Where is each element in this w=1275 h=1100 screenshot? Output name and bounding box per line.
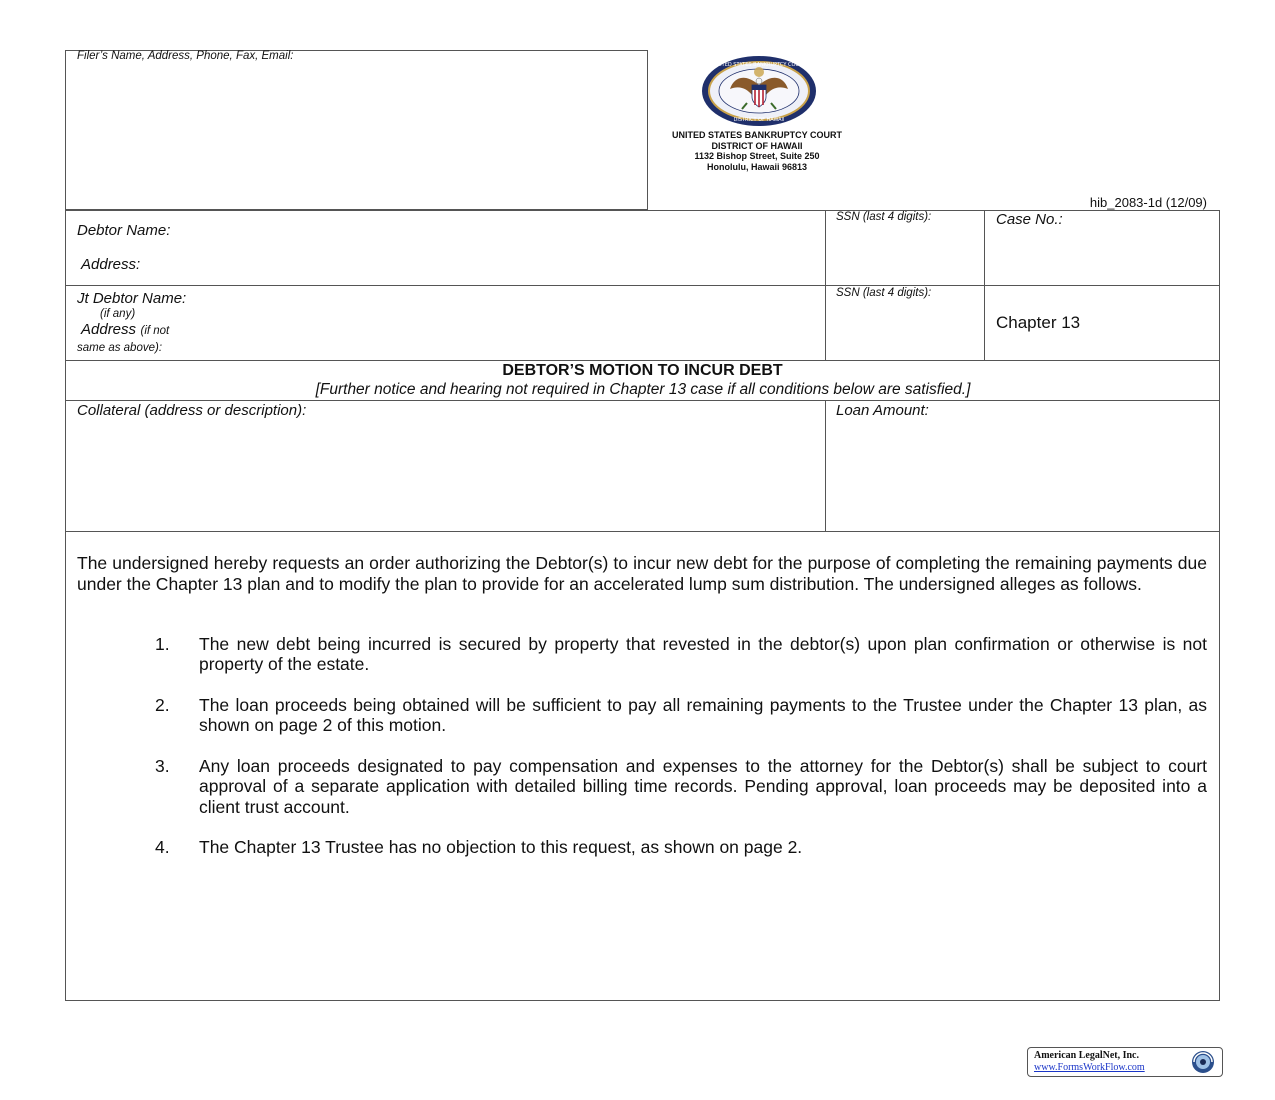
rule-row-4 [65, 531, 1220, 532]
motion-subtitle: [Further notice and hearing not required in Chapter 13 case if all conditions below are satisfied.] [315, 381, 971, 398]
rule-row-1 [65, 285, 1220, 286]
jt-debtor-address-label: Address [81, 321, 137, 338]
debtor-address-label: Address: [81, 256, 141, 273]
rule-row-3 [65, 400, 1220, 401]
collateral-label: Collateral (address or description): [77, 402, 307, 419]
list-item-2 [155, 695, 1207, 736]
legalnet-logo-icon [1186, 1049, 1220, 1075]
debtor-ssn-label: SSN (last 4 digits): [836, 211, 932, 223]
list-item-number: 1. [155, 634, 170, 654]
motion-title: DEBTOR’S MOTION TO INCUR DEBT [502, 362, 783, 379]
list-item-text: The new debt being incurred is secured by property that revested in the debtor(s) upon plan confirmation or otherwise is not property of the estate. [199, 634, 1207, 675]
list-item-text: The Chapter 13 Trustee has no objection to this request, as shown on page 2. [199, 837, 803, 857]
list-item-number: 4. [155, 837, 170, 857]
legalnet-url[interactable]: www.FormsWorkFlow.com [1034, 1062, 1145, 1073]
court-district: DISTRICT OF HAWAII [711, 140, 803, 151]
loan-amount-label: Loan Amount: [836, 402, 929, 419]
jt-debtor-address-line [81, 321, 169, 339]
list-item-text: The loan proceeds being obtained will be sufficient to pay all remaining payments to the Trustee under the Chapter 13 plan, as shown on page 2 of this motion. [199, 695, 1207, 736]
list-item-1 [155, 634, 1207, 675]
case-number-label: Case No.: [996, 211, 1063, 228]
rule-col-loan [825, 400, 826, 531]
svg-text:DISTRICT OF HAWAII: DISTRICT OF HAWAII [733, 117, 785, 123]
rule-col-ssn [825, 210, 826, 360]
court-name: UNITED STATES BANKRUPTCY COURT [671, 130, 842, 140]
list-item-4 [155, 837, 1207, 857]
court-address-block [650, 130, 864, 172]
legalnet-badge[interactable] [1027, 1047, 1223, 1077]
list-item-3 [155, 756, 1207, 817]
rule-row-2 [65, 360, 1220, 361]
legalnet-company: American LegalNet, Inc. [1034, 1050, 1139, 1061]
filer-box [65, 50, 648, 210]
list-item-text: Any loan proceeds designated to pay compensation and expenses to the attorney for the Debtor(s) shall be subject to court approval of a separate application with detailed billing time records. Pending approval, loan proceeds may be deposited into a client trust account. [199, 756, 1207, 817]
svg-text:UNITED STATES BANKRUPTCY COURT: UNITED STATES BANKRUPTCY COURT [712, 62, 806, 68]
court-city: Honolulu, Hawaii 96813 [706, 161, 808, 172]
jt-debtor-same-as: same as above): [77, 342, 163, 354]
list-item-number: 3. [155, 756, 170, 776]
form-id: hib_2083-1d (12/09) [1089, 195, 1207, 210]
chapter-label: Chapter 13 [996, 313, 1081, 332]
jt-debtor-if-not: (if not [140, 325, 170, 337]
list-item-number: 2. [155, 695, 170, 715]
jt-debtor-name-label: Jt Debtor Name: [77, 290, 187, 307]
intro-paragraph: The undersigned hereby requests an order authorizing the Debtor(s) to incur new debt for the purpose of completing the remaining payments due under the Chapter 13 plan and to modify the plan to provide for an accelerated lump sum distribution. The undersigned alleges as follows. [77, 553, 1207, 594]
court-street: 1132 Bishop Street, Suite 250 [694, 151, 820, 161]
rule-col-case [984, 210, 985, 360]
jt-debtor-ssn-label: SSN (last 4 digits): [836, 287, 932, 299]
jt-debtor-if-any: (if any) [100, 308, 136, 320]
court-seal [700, 55, 818, 127]
filer-label: Filer’s Name, Address, Phone, Fax, Email: [77, 50, 294, 62]
debtor-name-label: Debtor Name: [77, 222, 171, 239]
